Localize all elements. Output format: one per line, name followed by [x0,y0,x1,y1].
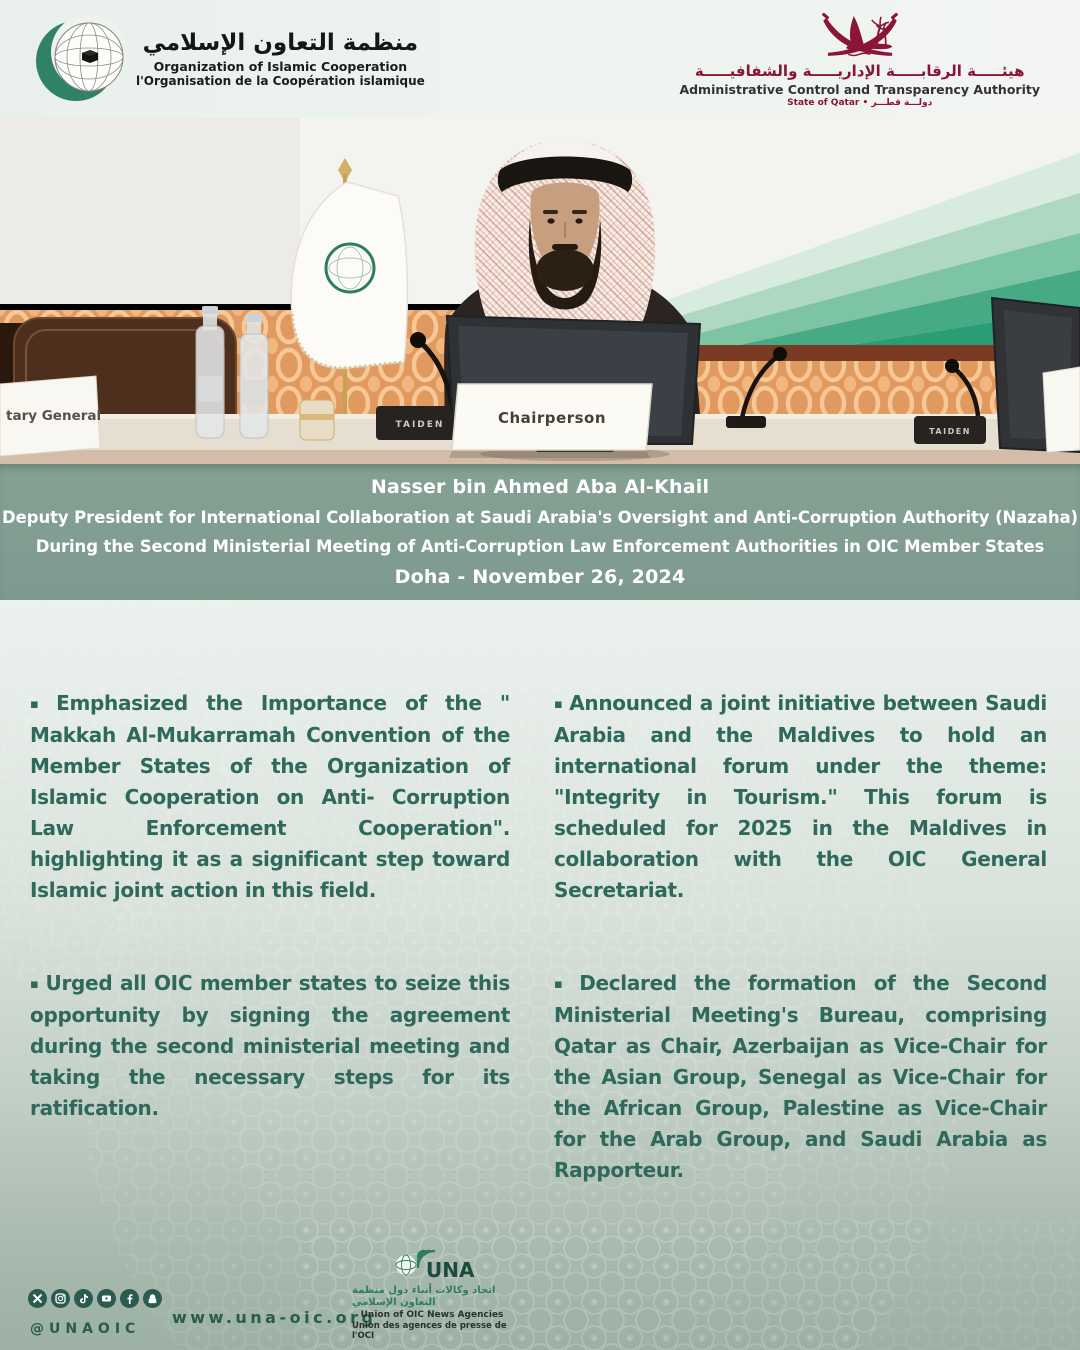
una-arabic-calligraphy: اتحاد وكالات أنباء دول منظمة التعاون الإسلامي [352,1284,496,1308]
oic-name-fr: l'Organisation de la Coopération islamique [136,74,425,89]
oic-name-en: Organization of Islamic Cooperation [153,59,408,75]
bullet-point-1 [30,688,510,906]
social-handle: @UNAOIC [30,1321,141,1337]
bullet-point-3 [30,968,510,1186]
content-section [0,600,1080,1350]
bullet-point-2-text: Announced a joint initiative between Saudi Arabia and the Maldives to hold an international forum under the theme: "Integrity in Tourism." This forum is scheduled for 2025 in the Maldives in collaboration with the OIC General Secretariat. [554,691,1047,902]
una-name-en: Union of OIC News Agencies [360,1309,504,1320]
nameplate-right [1043,367,1080,452]
acta-logo [679,8,1040,109]
caption-band [0,464,1080,600]
bullet-point-4-text: Declared the formation of the Second Ministerial Meeting's Bureau, comprising Qatar as Chair, Azerbaijan as Vice-Chair for the Asian Group, Senegal as Vice-Chair for the African Group, Palestine as Vice-Chair for the Arab Group, and Saudi Arabia as Rapporteur. [554,971,1047,1182]
bullet-point-1-text: Emphasized the Importance of the " Makkah Al-Mukarramah Convention of the Member States of the Organization of Islamic Cooperation on Anti- Corruption Law Enforcement Cooperation". highlighting it as a significant step toward Islamic joint action in this field. [30,691,511,902]
event-title: During the Second Ministerial Meeting of Anti-Corruption Law Enforcement Authorities in OIC Member States [35,537,1045,556]
nameplate-chairperson-label: Chairperson [497,409,607,427]
key-points [0,600,1080,1186]
qatar-emblem-icon [817,8,903,60]
website-url: www.una-oic.org [172,1308,377,1327]
acta-name-en: Administrative Control and Transparency Authority [679,81,1040,97]
facebook-icon [120,1289,139,1308]
nameplate-left-label: tary General [6,408,102,424]
acta-arabic-title: هيئـــــة الرقابـــــة الإداريـــــة والشفافيـــــة [694,62,1025,81]
bullet-point-3-text: Urged all OIC member states to seize this opportunity by signing the agreement during the second ministerial meeting and taking the necessary steps for its ratification. [30,971,511,1120]
acta-state-line: State of Qatar • دولـــة قطـــر [787,98,933,109]
una-acronym: UNA [426,1257,475,1282]
mic-brand-label: TAIDEN [929,427,971,436]
oic-arabic-calligraphy: منظمة التعاون الإسلامي [142,29,419,56]
conference-photo-scene [0,118,1080,464]
event-date-location: Doha - November 26, 2024 [394,566,686,588]
social-icons-row [28,1289,162,1308]
una-crescent-icon [382,1243,482,1285]
una-name-fr: Union des agences de presse de l'OCI [352,1320,507,1342]
mic-brand-label: TAIDEN [395,420,445,430]
speaker-role: Deputy President for International Collaboration at Saudi Arabia's Oversight and Anti-Corruption Authority (Nazaha) [2,508,1078,527]
una-logo [352,1243,512,1343]
microphone-icon [410,332,426,348]
oic-logo [34,11,425,107]
oic-crescent-globe-icon [34,11,126,107]
nameplate-left [0,376,101,456]
oic-logo-text [136,30,425,89]
youtube-icon [97,1289,116,1308]
x-icon [28,1289,47,1308]
bullet-point-2 [554,688,1047,906]
bullet-point-4 [554,968,1047,1186]
header [0,0,1080,118]
snapchat-icon [143,1289,162,1308]
nameplate-chairperson [449,384,652,458]
instagram-icon [51,1289,70,1308]
conference-photo [0,118,1080,464]
speaker-name: Nasser bin Ahmed Aba Al-Khail [370,476,710,498]
tiktok-icon [74,1289,93,1308]
